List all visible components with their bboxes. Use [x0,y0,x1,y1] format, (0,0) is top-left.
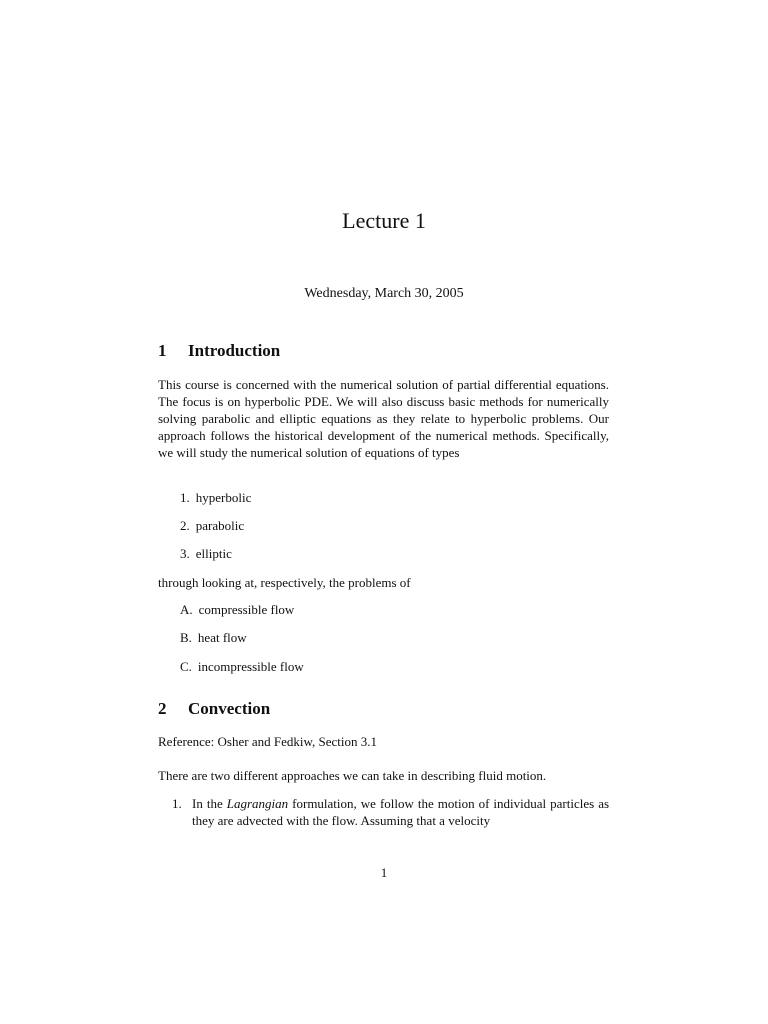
list-item: C. incompressible flow [180,659,304,674]
section-heading-introduction [158,341,280,361]
list-item: 1. hyperbolic [180,490,252,505]
list-item: 3. elliptic [180,546,232,561]
section-title: Convection [188,699,271,718]
lecture-date: Wednesday, March 30, 2005 [304,286,464,301]
lecture-title: Lecture 1 [342,208,426,233]
section-number: 1 [158,341,167,360]
section-title: Introduction [188,341,281,360]
list-item-body: In the Lagrangian formulation, we follow the motion of individual particles as they are advected with the flow. Assuming that a velocity [192,796,610,828]
list-item: A. compressible flow [180,602,295,617]
emphasis-term: Lagrangian [226,796,289,811]
list-item: 2. parabolic [180,518,245,533]
page-number: 1 [380,865,388,880]
convection-paragraph: There are two different approaches we can take in describing fluid motion. [158,768,547,783]
transition-text: through looking at, respectively, the problems of [158,575,411,590]
intro-paragraph: This course is concerned with the numerical solution of partial differential equations. The focus is on hyperbolic PDE. We will also discuss basic methods for numerically solving parabolic and elliptic equations as they relate to hyperbolic problems. Our approach follows the historical development of the numerical methods. Specifically, we will study the numerical solution of equations of types [158,377,609,460]
list-item: B. heat flow [180,630,247,645]
list-item: 1. In the Lagrangian formulation, we follow the motion of individual particles as they are advected with the flow. Assuming that a velocity [172,796,610,828]
reference-text: Reference: Osher and Fedkiw, Section 3.1 [158,734,378,749]
section-number: 2 [158,699,167,718]
section-heading-convection [158,699,270,719]
